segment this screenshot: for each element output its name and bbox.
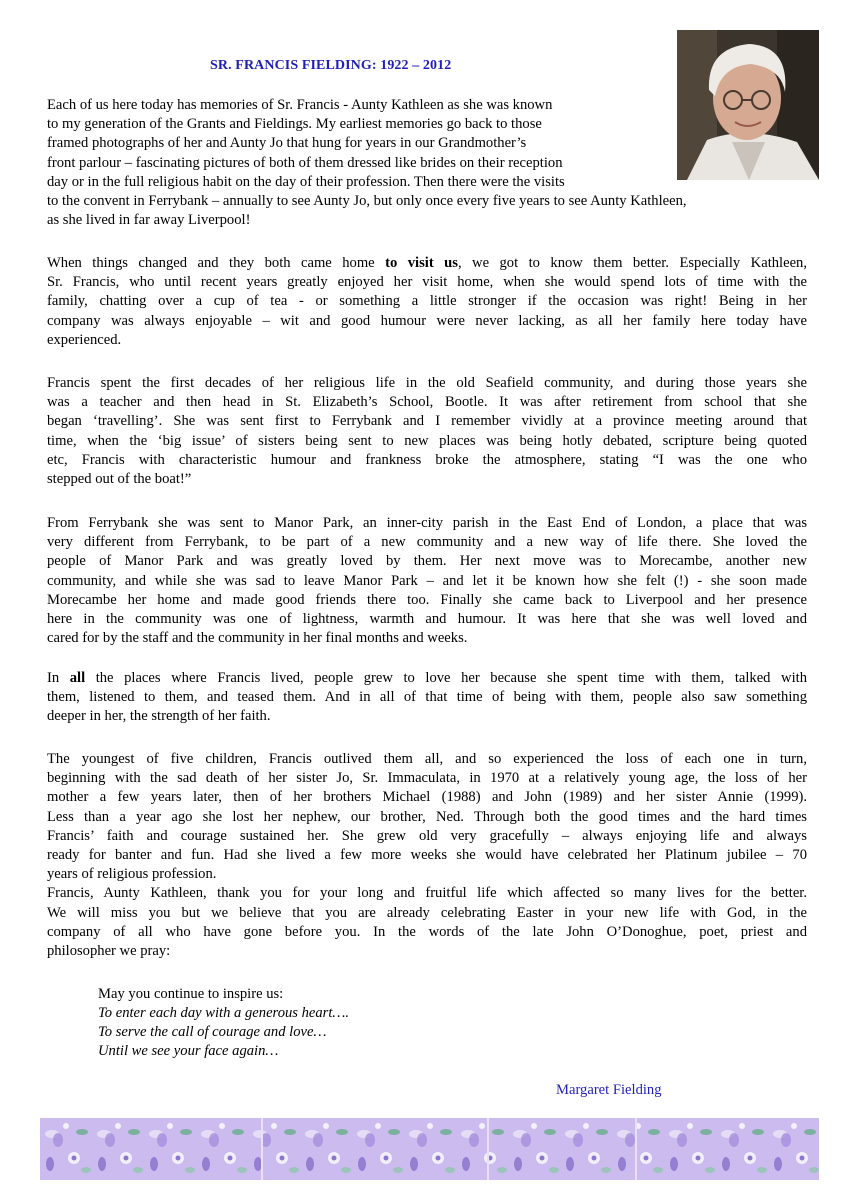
text-line: company of all who have gone before you. In the words of the late John O’Donoghue, poet, priest and	[47, 923, 807, 940]
text-line: day or in the full religious habit on the day of their profession. Then there were the visits	[47, 173, 565, 190]
bold-text: all	[69, 670, 86, 686]
text-line: to my generation of the Grants and Fieldings. My earliest memories go back to those	[47, 116, 542, 133]
text-line: here in the community was one of lightness, warmth and humour. It was here that she was well loved and	[47, 611, 807, 628]
floral-border	[40, 1118, 819, 1180]
text-line: etc, Francis with characteristic humour and frankness broke the atmosphere, stating “I was the one who	[47, 451, 807, 468]
poem-block	[98, 985, 349, 1061]
bold-text: to visit us	[385, 255, 458, 271]
text-line: Each of us here today has memories of Sr. Francis - Aunty Kathleen as she was known	[47, 97, 553, 113]
text-run: When things changed and they both came home	[47, 255, 386, 271]
text-line	[47, 254, 807, 273]
text-line: cared for by the staff and the community in her final months and weeks.	[47, 630, 468, 647]
text-line: as she lived in far away Liverpool!	[47, 212, 251, 229]
text-line: Morecambe her home and made good friends there too. Finally she came back to Liverpool and her presence	[47, 591, 807, 608]
text-line: From Ferrybank she was sent to Manor Park, an inner-city parish in the East End of London, a place that was	[47, 515, 807, 531]
text-line: Francis, Aunty Kathleen, thank you for your long and fruitful life which affected so many lives for the better.	[47, 885, 807, 902]
text-line: ready for banter and fun. Had she lived a few more weeks she would have celebrated her Platinum jubilee – 70	[47, 847, 807, 864]
text-line: was a teacher and then head in St. Elizabeth’s School, Bootle. It was after retirement from school that she	[47, 394, 807, 411]
text-line: deeper in her, the strength of her faith.	[47, 708, 271, 725]
paragraph-2	[47, 254, 807, 350]
text-line: company was always enjoyable – wit and good humour were never lacking, as all her family here today have	[47, 312, 807, 329]
flower-pattern-icon	[40, 1118, 819, 1180]
text-run: In	[47, 670, 70, 686]
poem-line: Until we see your face again…	[98, 1043, 279, 1059]
text-line: time, when the ‘big issue’ of sisters being sent to new places was being hotly debated, scripture being quoted	[47, 432, 807, 449]
paragraph-6	[47, 750, 807, 961]
poem-line: To serve the call of courage and love…	[98, 1024, 327, 1040]
text-line: years of religious profession.	[47, 866, 217, 883]
text-line: front parlour – fascinating pictures of both of them dressed like brides on their reception	[47, 154, 563, 171]
page-title: SR. FRANCIS FIELDING: 1922 – 2012	[210, 58, 452, 73]
text-line: We will miss you but we believe that you are already celebrating Easter in your new life with God, in the	[47, 904, 807, 921]
text-line: stepped out of the boat!”	[47, 471, 192, 488]
paragraph-5	[47, 669, 807, 727]
text-line: framed photographs of her and Aunty Jo that hung for years in our Grandmother’s	[47, 135, 527, 152]
text-line: Francis’ faith and courage sustained her. She grew old very gracefully – always enjoying life and always	[47, 827, 807, 844]
text-line: community, and while she was sad to leave Manor Park – and let it be known how she felt (!) - she soon made	[47, 572, 807, 589]
text-line: to the convent in Ferrybank – annually to see Aunty Jo, but only once every five years to see Aunty Kathleen,	[47, 193, 687, 210]
text-line: philosopher we pray:	[47, 943, 171, 960]
text-run: the places where Francis lived, people grew to love her because she spent time with them, talked with	[85, 670, 807, 686]
text-line	[47, 669, 807, 688]
text-line: The youngest of five children, Francis outlived them all, and so experienced the loss of each one in turn,	[47, 751, 807, 767]
text-line: family, chatting over a cup of tea - or something a little stronger if the occasion was right! Being in her	[47, 293, 807, 310]
paragraph-1	[47, 96, 807, 230]
text-line: people of Manor Park and was greatly loved by them. Her next move was to Morecambe, another new	[47, 553, 807, 570]
signature: Margaret Fielding	[556, 1082, 662, 1098]
text-line: mother a few years later, then of her brothers Michael (1988) and John (1989) and her sister Annie (1999).	[47, 789, 807, 806]
text-line: Francis spent the first decades of her religious life in the old Seafield community, and during those years she	[47, 375, 807, 391]
text-line: beginning with the sad death of her sister Jo, Sr. Immaculata, in 1970 at a relatively young age, the loss of her	[47, 770, 807, 787]
text-line: experienced.	[47, 331, 122, 348]
paragraph-3	[47, 374, 807, 489]
paragraph-4	[47, 514, 807, 648]
text-line: Sr. Francis, who until recent years greatly enjoyed her visit home, when she would spend lots of time with the	[47, 274, 807, 291]
text-line: began ‘travelling’. She was sent first to Ferrybank and I remember vividly at a province meeting around that	[47, 413, 807, 430]
poem-line: May you continue to inspire us:	[98, 986, 284, 1002]
poem-line: To enter each day with a generous heart….	[98, 1005, 350, 1021]
text-line: Less than a year ago she lost her nephew, our brother, Ned. Through both the good times and the hard times	[47, 808, 807, 825]
text-line: very different from Ferrybank, to be part of a new community and a new way of life there. She loved the	[47, 534, 807, 551]
text-line: them, listened to them, and teased them. And in all of that time of being with them, people also saw something	[47, 689, 807, 706]
text-run: , we got to know them better. Especially Kathleen,	[457, 255, 808, 271]
